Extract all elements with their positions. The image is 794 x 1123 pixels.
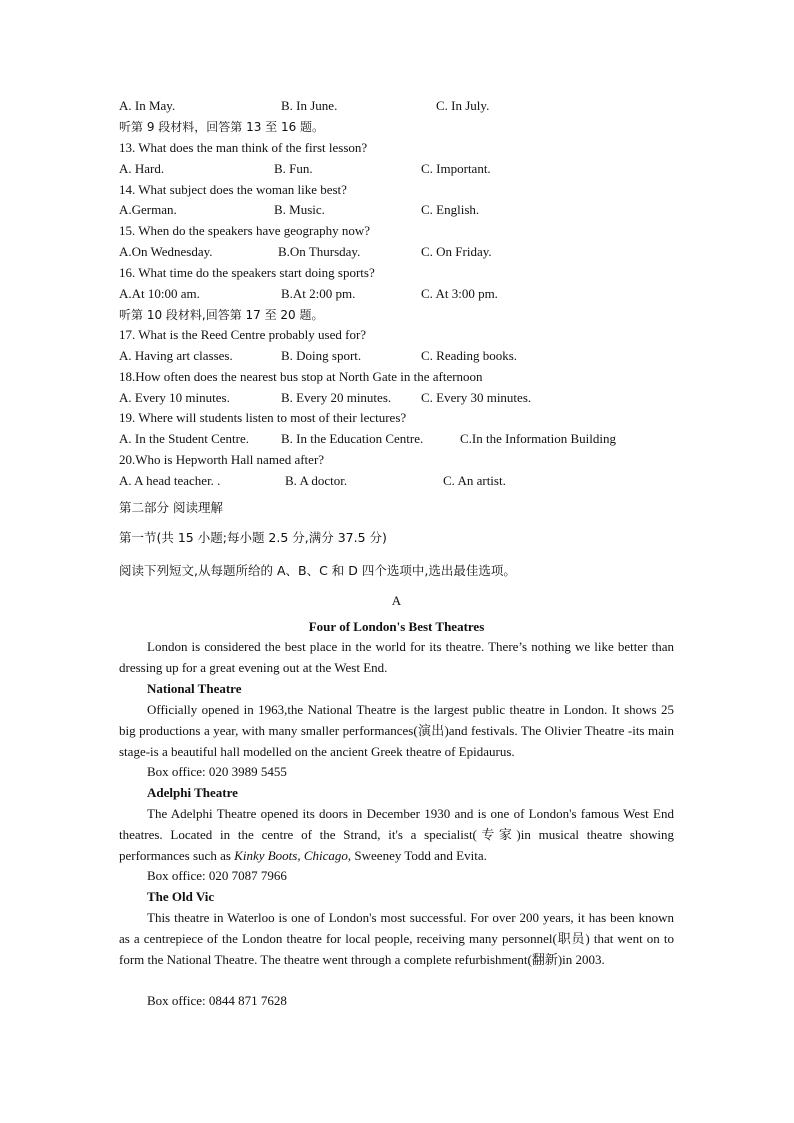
q15-option-c: C. On Friday. (421, 244, 492, 259)
q20-option-b: B. A doctor. (285, 473, 348, 488)
theatre-text-national: Officially opened in 1963,the National Theatre is the largest public theatre in London. It shows 25 big productions a year, with many smaller performances(演出)and festivals. The Olivier Theatre -its main stage-is a beautiful hall modelled on the ancient Greek theatre of Epidaurus. (119, 702, 674, 759)
q20-option-c: C. An artist. (443, 473, 506, 488)
listening-heading-10: 听第 10 段材料,回答第 17 至 20 题。 (119, 308, 324, 322)
question-14: 14. What subject does the woman like best? (119, 182, 347, 197)
q19-option-a: A. In the Student Centre. (119, 431, 249, 446)
question-20: 20.Who is Hepworth Hall named after? (119, 452, 325, 467)
q18-option-b: B. Every 20 minutes. (281, 390, 392, 405)
q17-option-a: A. Having art classes. (119, 348, 233, 363)
listening-heading-9: 听第 9 段材料，回答第 13 至 16 题。 (119, 120, 325, 134)
adelphi-text-post: , Sweeney Todd and Evita. (347, 847, 487, 863)
q18-option-c: C. Every 30 minutes. (421, 390, 532, 405)
theatre-name-adelphi: Adelphi Theatre (147, 785, 238, 800)
passage-intro: London is considered the best place in the world for its theatre. There’s nothing we like better than dressing up for a great evening out at the West End. (119, 639, 674, 675)
q16-option-b: B.At 2:00 pm. (281, 286, 356, 301)
q14-option-a: A.German. (119, 202, 177, 217)
question-17: 17. What is the Reed Centre probably used for? (119, 327, 367, 342)
reading-part-title: 第二部分 阅读理解 (119, 500, 223, 515)
passage-title: Four of London's Best Theatres (308, 619, 485, 634)
q13-option-a: A. Hard. (119, 161, 165, 176)
q12-option-c: C. In July. (436, 98, 490, 113)
q15-option-b: B.On Thursday. (278, 244, 361, 259)
question-19: 19. Where will students listen to most of their lectures? (119, 410, 407, 425)
q16-option-c: C. At 3:00 pm. (421, 286, 498, 301)
q12-option-b: B. In June. (281, 98, 338, 113)
q19-option-b: B. In the Education Centre. (281, 431, 424, 446)
question-13: 13. What does the man think of the first lesson? (119, 140, 368, 155)
theatre-text-old-vic: This theatre in Waterloo is one of London's most successful. For over 200 years, it has been known as a centrepiece of the London theatre for local people, receiving many personnel(职员) that went on to form the National Theatre. The theatre went through a complete refurbishment(翻新)in 2003. (119, 910, 674, 967)
question-15: 15. When do the speakers have geography now? (119, 223, 371, 238)
q20-option-a: A. A head teacher. . (119, 473, 221, 488)
theatre-name-old-vic: The Old Vic (147, 889, 215, 904)
q14-option-b: B. Music. (274, 202, 325, 217)
theatre-name-national: National Theatre (147, 681, 242, 696)
question-18: 18.How often does the nearest bus stop at North Gate in the afternoon (119, 369, 483, 384)
q17-option-c: C. Reading books. (421, 348, 518, 363)
question-16: 16. What time do the speakers start doing sports? (119, 265, 375, 280)
reading-instruction: 阅读下列短文,从每题所给的 A、B、C 和 D 四个选项中,选出最佳选项。 (119, 563, 516, 578)
adelphi-text-pre: The Adelphi Theatre opened its doors in December 1930 and is one of London's famous West End theatres. Located in the centre of the Strand, it's a specialist(专家)in musical theatre showing performances such as (119, 806, 674, 863)
box-office-adelphi: Box office: 020 7087 7966 (147, 868, 287, 883)
q13-option-b: B. Fun. (274, 161, 313, 176)
q19-option-c: C.In the Information Building (460, 431, 616, 446)
q17-option-b: B. Doing sport. (281, 348, 362, 363)
adelphi-text-italic: Kinky Boots, Chicago (234, 847, 348, 863)
q13-option-c: C. Important. (421, 161, 491, 176)
q15-option-a: A.On Wednesday. (119, 244, 213, 259)
reading-section-title: 第一节(共 15 小题;每小题 2.5 分,满分 37.5 分) (119, 530, 387, 545)
passage-letter: A (391, 593, 402, 608)
q18-option-a: A. Every 10 minutes. (119, 390, 230, 405)
q14-option-c: C. English. (421, 202, 480, 217)
q12-option-a: A. In May. (119, 98, 176, 113)
q16-option-a: A.At 10:00 am. (119, 286, 200, 301)
theatre-text-adelphi (119, 804, 674, 866)
box-office-old-vic: Box office: 0844 871 7628 (147, 993, 287, 1008)
box-office-national: Box office: 020 3989 5455 (147, 764, 287, 779)
